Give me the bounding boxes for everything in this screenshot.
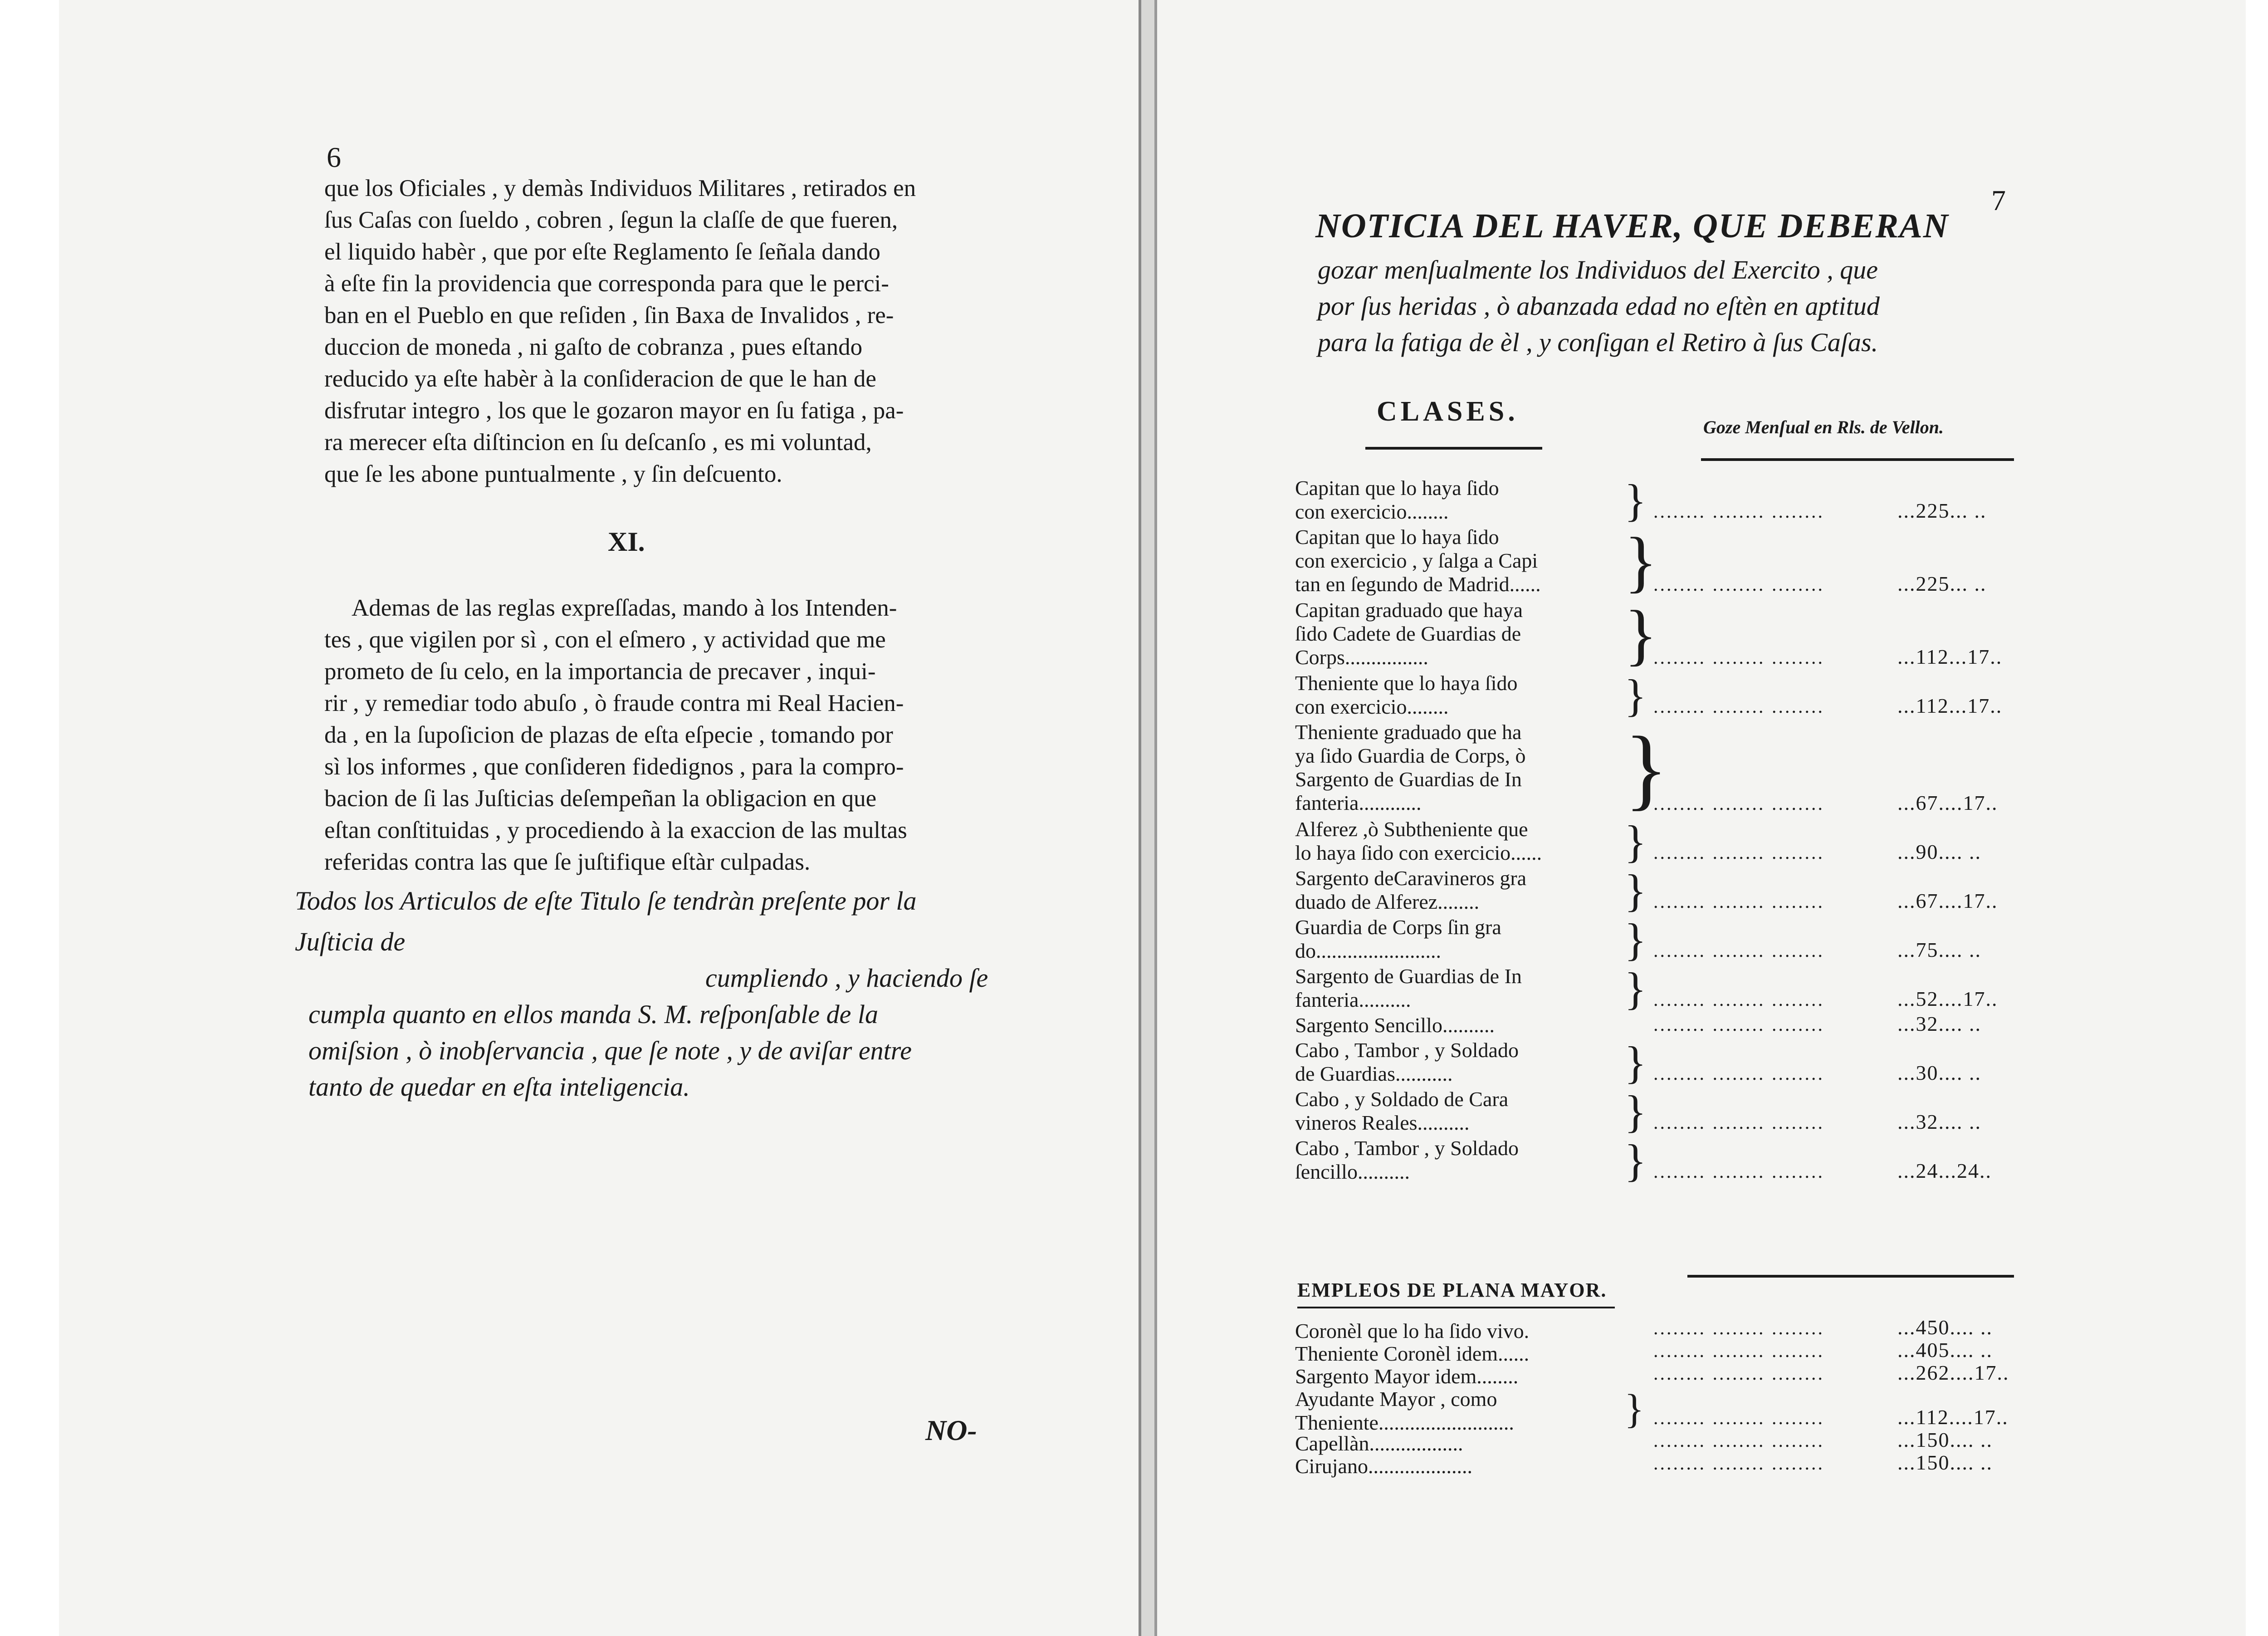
text-line: ſus Caſas con ſueldo , cobren , ſegun la claſſe de que fueren, bbox=[324, 207, 898, 233]
rank-label-line: con exercicio , y ſalga a Capi bbox=[1295, 549, 1538, 572]
subtitle-line: para la fatiga de èl , y conſigan el Retiro à ſus Caſas. bbox=[1318, 328, 1878, 357]
text-line: Ademas de las reglas expreſſadas, mando à los Intenden- bbox=[352, 595, 897, 621]
rank-label-line: duado de Alferez........ bbox=[1295, 890, 1480, 913]
brace-mark: } bbox=[1624, 1037, 1647, 1088]
text-line: que los Oficiales , y demàs Individuos Militares , retirados en bbox=[324, 175, 916, 201]
leader-dots: ........ ........ ........ bbox=[1653, 1063, 1824, 1084]
leader-dots: ........ ........ ........ bbox=[1653, 940, 1824, 961]
rank-label bbox=[1295, 818, 1622, 865]
rank-label bbox=[1295, 1432, 1622, 1455]
right-page-number: 7 bbox=[1991, 184, 2006, 216]
brace-mark: } bbox=[1624, 1135, 1647, 1186]
rank-label-line: ya ſido Guardia de Corps, ò bbox=[1295, 744, 1526, 767]
rank-label bbox=[1295, 476, 1622, 524]
brace-mark: } bbox=[1624, 475, 1647, 526]
rank-label-line: Alferez ,ò Subtheniente que bbox=[1295, 818, 1528, 841]
staff-heading: EMPLEOS DE PLANA MAYOR. bbox=[1297, 1279, 1607, 1301]
pay-row bbox=[1295, 1087, 2021, 1136]
rank-label-line: Theniente.......................... bbox=[1295, 1411, 1514, 1434]
text-line: ra merecer eſta diſtincion en ſu deſcanſo , es mi voluntad, bbox=[324, 429, 872, 456]
rank-label bbox=[1295, 525, 1622, 596]
rank-label-line: Sargento deCaravineros gra bbox=[1295, 867, 1527, 890]
leader-dots: ........ ........ ........ bbox=[1653, 891, 1824, 912]
rank-label-line: Capellàn.................. bbox=[1295, 1432, 1463, 1455]
leader-dots: ........ ........ ........ bbox=[1653, 989, 1824, 1010]
monthly-amount: ...112....17.. bbox=[1897, 1406, 2009, 1429]
rank-label bbox=[1295, 1136, 1622, 1184]
text-line: ban en el Pueblo en que reſiden , ſin Baxa de Invalidos , re- bbox=[324, 302, 894, 328]
pay-row bbox=[1295, 1451, 2021, 1478]
leader-dots: ........ ........ ........ bbox=[1653, 1318, 1824, 1339]
section-heading-xi: XI. bbox=[608, 527, 645, 557]
rank-label-line: Cabo , y Soldado de Cara bbox=[1295, 1087, 1509, 1111]
monthly-amount: ...52....17.. bbox=[1897, 987, 1998, 1010]
pay-row bbox=[1295, 598, 2021, 671]
pay-row bbox=[1295, 965, 2021, 1013]
monthly-amount: ...225... .. bbox=[1897, 499, 1987, 522]
brace-mark: } bbox=[1624, 914, 1647, 965]
rank-label-line: tan en ſegundo de Madrid...... bbox=[1295, 573, 1541, 596]
monthly-amount: ...150.... .. bbox=[1897, 1428, 1993, 1451]
rank-label-line: Sargento Mayor idem........ bbox=[1295, 1365, 1519, 1388]
text-line: disfrutar integro , los que le gozaron mayor en ſu fatiga , pa- bbox=[324, 397, 904, 424]
leader-dots: ........ ........ ........ bbox=[1653, 1430, 1824, 1451]
rank-label bbox=[1295, 1455, 1622, 1478]
monthly-amount: ...30.... .. bbox=[1897, 1061, 1981, 1084]
leader-dots: ........ ........ ........ bbox=[1653, 1453, 1824, 1474]
monthly-amount: ...67....17.. bbox=[1897, 889, 1998, 912]
notice-title: NOTICIA DEL HAVER, QUE DEBERAN bbox=[1315, 207, 1949, 245]
italic-line: Todos los Articulos de eſte Titulo ſe tendràn preſente por la bbox=[295, 886, 917, 916]
text-line: tes , que vigilen por sì , con el eſmero , y actividad que me bbox=[324, 627, 886, 653]
rank-label-line: Theniente que lo haya ſido bbox=[1295, 671, 1518, 695]
italic-line: Juſticia de bbox=[295, 927, 406, 956]
brace-mark: } bbox=[1624, 523, 1657, 599]
pay-row bbox=[1295, 525, 2021, 598]
italic-line: cumpla quanto en ellos manda S. M. reſponſable de la bbox=[308, 999, 878, 1029]
heading-rule-right bbox=[1701, 458, 2014, 461]
text-line: sì los informes , que conſideren fidedignos , para la compro- bbox=[324, 754, 904, 780]
rank-label-line: Cirujano.................... bbox=[1295, 1455, 1472, 1478]
rank-label-line: Theniente Coronèl idem...... bbox=[1295, 1342, 1530, 1365]
leader-dots: ........ ........ ........ bbox=[1653, 794, 1824, 814]
rank-label-line: Capitan que lo haya ſido bbox=[1295, 476, 1499, 500]
pay-row bbox=[1295, 1386, 2021, 1434]
text-line: que ſe les abone puntualmente , y ſin deſcuento. bbox=[324, 461, 782, 487]
rank-label-line: do........................ bbox=[1295, 939, 1441, 962]
pay-row bbox=[1295, 476, 2021, 524]
brace-mark: } bbox=[1624, 1386, 1644, 1432]
brace-mark: } bbox=[1624, 596, 1657, 672]
rank-label bbox=[1295, 1319, 1622, 1343]
pay-row bbox=[1295, 818, 2021, 866]
rank-label-line: Sargento de Guardias de In bbox=[1295, 965, 1522, 988]
rank-label bbox=[1295, 1342, 1622, 1366]
brace-mark: } bbox=[1624, 718, 1668, 819]
rank-label-line: Capitan graduado que haya bbox=[1295, 598, 1523, 622]
brace-mark: } bbox=[1624, 670, 1647, 721]
rank-label-line: lo haya ſido con exercicio...... bbox=[1295, 841, 1542, 864]
leader-dots: ........ ........ ........ bbox=[1653, 574, 1824, 595]
text-line: bacion de ſi las Juſticias deſempeñan la obligacion en que bbox=[324, 785, 877, 812]
rank-label-line: con exercicio........ bbox=[1295, 500, 1449, 523]
monthly-amount: ...225... .. bbox=[1897, 572, 1987, 595]
rank-label bbox=[1295, 916, 1622, 963]
catchword: NO- bbox=[925, 1414, 977, 1446]
rank-label bbox=[1295, 1365, 1622, 1388]
leader-dots: ........ ........ ........ bbox=[1653, 1112, 1824, 1133]
rank-label-line: Sargento de Guardias de In bbox=[1295, 768, 1522, 791]
rank-label-line: Coronèl que lo ha ſido vivo. bbox=[1295, 1319, 1530, 1342]
rank-label-line: Corps................ bbox=[1295, 646, 1428, 669]
brace-mark: } bbox=[1624, 865, 1647, 916]
monthly-amount: ...112...17.. bbox=[1897, 694, 2003, 717]
leader-dots: ........ ........ ........ bbox=[1653, 1363, 1824, 1384]
rank-label-line: de Guardias........... bbox=[1295, 1062, 1453, 1085]
pay-row bbox=[1295, 1361, 2021, 1388]
text-line: reducido ya eſte habèr à la conſideracion de que le han de bbox=[324, 366, 876, 392]
rank-label bbox=[1295, 598, 1622, 669]
rank-label-line: Cabo , Tambor , y Soldado bbox=[1295, 1038, 1519, 1062]
pay-row bbox=[1295, 1136, 2021, 1185]
column-heading-monthly-pay: Goze Menſual en Rls. de Vellon. bbox=[1703, 417, 1944, 437]
monthly-amount: ...75.... .. bbox=[1897, 938, 1981, 961]
text-line: duccion de moneda , ni gaſto de cobranza , pues eſtando bbox=[324, 334, 863, 360]
staff-heading-underline bbox=[1297, 1307, 1615, 1308]
text-line: à eſte fin la providencia que corresponda para que le perci- bbox=[324, 270, 889, 297]
rank-label-line: Sargento Sencillo.......... bbox=[1295, 1014, 1495, 1037]
rank-label-line: con exercicio........ bbox=[1295, 695, 1449, 718]
pay-row bbox=[1295, 916, 2021, 964]
text-line: prometo de ſu celo, en la importancia de precaver , inqui- bbox=[324, 658, 876, 685]
text-line: referidas contra las que ſe juſtifique eſtàr culpadas. bbox=[324, 849, 811, 875]
monthly-amount: ...150.... .. bbox=[1897, 1451, 1993, 1474]
pay-row bbox=[1295, 671, 2021, 720]
brace-mark: } bbox=[1624, 1086, 1647, 1137]
monthly-amount: ...24...24.. bbox=[1897, 1159, 1992, 1182]
leader-dots: ........ ........ ........ bbox=[1653, 1341, 1824, 1362]
heading-rule-left bbox=[1365, 447, 1542, 450]
text-line: eſtan conſtituidas , y procediendo à la exaccion de las multas bbox=[324, 817, 907, 843]
rank-label-line: Theniente graduado que ha bbox=[1295, 720, 1522, 744]
leader-dots: ........ ........ ........ bbox=[1653, 647, 1824, 668]
monthly-amount: ...90.... .. bbox=[1897, 840, 1981, 863]
pay-row bbox=[1295, 867, 2021, 915]
rank-label-line: vineros Reales.......... bbox=[1295, 1111, 1470, 1134]
leader-dots: ........ ........ ........ bbox=[1653, 696, 1824, 717]
rank-label bbox=[1295, 720, 1622, 815]
column-heading-classes: CLASES. bbox=[1377, 396, 1519, 427]
left-page-number: 6 bbox=[327, 141, 341, 173]
monthly-amount: ...32.... .. bbox=[1897, 1110, 1981, 1133]
rank-label bbox=[1295, 671, 1622, 719]
subtitle-line: gozar menſualmente los Individuos del Exercito , que bbox=[1318, 255, 1878, 284]
rank-label bbox=[1295, 1014, 1622, 1037]
pay-row bbox=[1295, 1014, 2021, 1038]
leader-dots: ........ ........ ........ bbox=[1653, 842, 1824, 863]
rank-label bbox=[1295, 1038, 1622, 1086]
monthly-amount: ...405.... .. bbox=[1897, 1338, 1993, 1362]
text-line: da , en la ſupoſicion de plazas de eſta eſpecie , tomando por bbox=[324, 722, 893, 748]
rank-label-line: Capitan que lo haya ſido bbox=[1295, 525, 1499, 549]
leader-dots: ........ ........ ........ bbox=[1653, 1161, 1824, 1182]
monthly-amount: ...262....17.. bbox=[1897, 1361, 2009, 1384]
monthly-amount: ...67....17.. bbox=[1897, 791, 1998, 814]
leader-dots: ........ ........ ........ bbox=[1653, 1014, 1824, 1035]
text-line: el liquido habèr , que por eſte Reglamento ſe ſeñala dando bbox=[324, 239, 880, 265]
rank-label bbox=[1295, 965, 1622, 1012]
monthly-amount: ...450.... .. bbox=[1897, 1316, 1993, 1339]
monthly-amount: ...32.... .. bbox=[1897, 1012, 1981, 1035]
italic-line: cumpliendo , y haciendo ſe bbox=[705, 963, 988, 993]
leader-dots: ........ ........ ........ bbox=[1653, 501, 1824, 522]
pay-row bbox=[1295, 720, 2021, 817]
rank-label-line: fanteria.......... bbox=[1295, 988, 1411, 1011]
leader-dots: ........ ........ ........ bbox=[1653, 1408, 1824, 1429]
italic-line: omiſsion , ò inobſervancia , que ſe note , y de aviſar entre bbox=[308, 1036, 912, 1065]
rank-label bbox=[1295, 1087, 1622, 1135]
brace-mark: } bbox=[1624, 816, 1647, 867]
rank-label-line: ſencillo.......... bbox=[1295, 1160, 1410, 1183]
rank-label bbox=[1295, 867, 1622, 914]
rank-label-line: Guardia de Corps ſin gra bbox=[1295, 916, 1501, 939]
staff-rule bbox=[1687, 1275, 2014, 1278]
rank-label-line: Ayudante Mayor , como bbox=[1295, 1387, 1497, 1411]
rank-label-line: Cabo , Tambor , y Soldado bbox=[1295, 1136, 1519, 1160]
pay-row bbox=[1295, 1038, 2021, 1087]
brace-mark: } bbox=[1624, 963, 1647, 1014]
subtitle-line: por ſus heridas , ò abanzada edad no eſtèn en aptitud bbox=[1318, 291, 1880, 321]
italic-line: tanto de quedar en eſta inteligencia. bbox=[308, 1072, 690, 1102]
rank-label-line: ſido Cadete de Guardias de bbox=[1295, 622, 1521, 645]
text-line: rir , y remediar todo abuſo , ò fraude contra mi Real Hacien- bbox=[324, 690, 904, 716]
rank-label-line: fanteria............ bbox=[1295, 791, 1422, 814]
rank-label bbox=[1295, 1387, 1622, 1435]
monthly-amount: ...112...17.. bbox=[1897, 645, 2003, 668]
